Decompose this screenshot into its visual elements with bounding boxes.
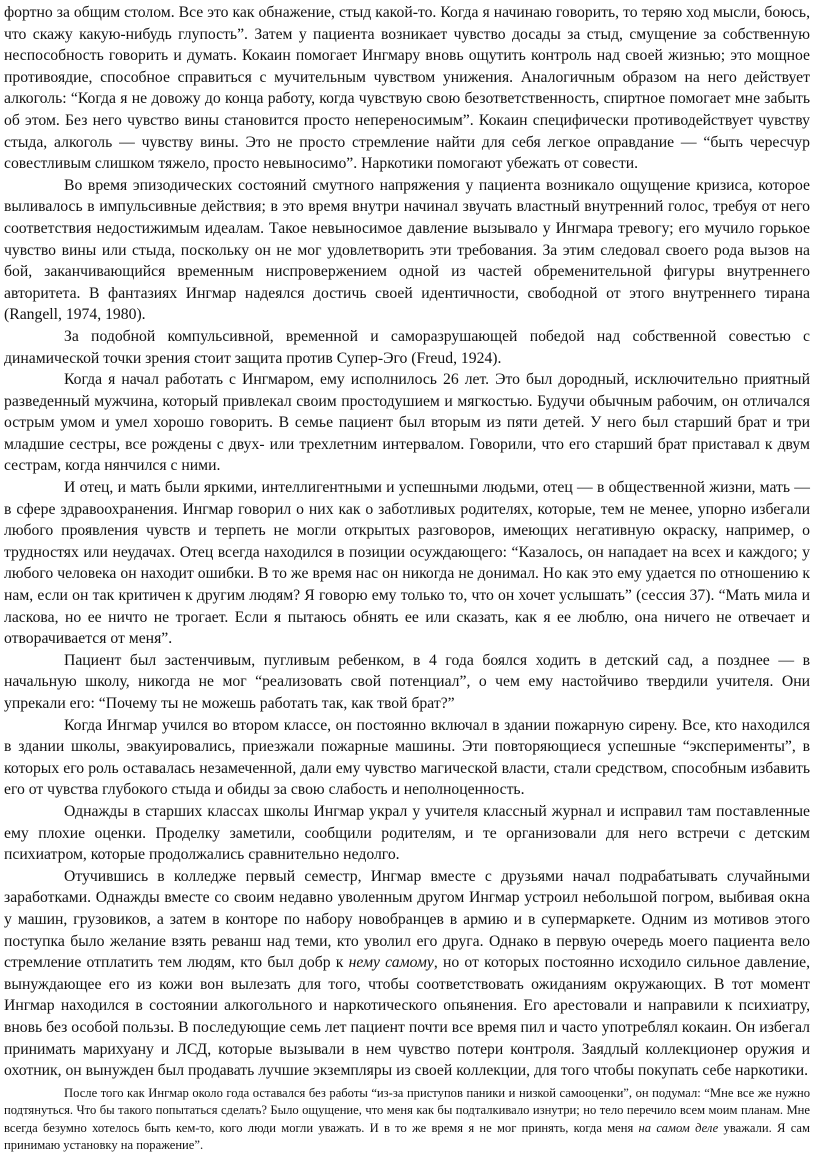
paragraph: [4, 369, 810, 477]
text-segment: Во время эпизодических состояний смутного напряжения у пациента возникало ощущение кризиса, которое выливалось в импульсивные действия; в это время внутри начинал звучать властный внутренний голос, требуя от него соответствия недостижимым идеалам. Такое невыносимое давление вызывало у Ингмара тревогу; его мучило горькое чувство вины или стыда, поскольку он не мог удовлетворить эти требования. За этим следовал своего рода вызов на бой, заканчивающийся временным ниспровержением одной из частей обременительной фигуры внутреннего авторитета. В фантазиях Ингмар надеялся достичь своей идентичности, свободной от этого внутреннего тирана (Rangell, 1974, 1980).: [4, 176, 810, 324]
paragraph: [4, 801, 810, 866]
text-segment: Отучившись в колледже первый семестр, Ингмар вместе с друзьями начал подрабатывать случайными заработками. Однажды вместе со своим недавно уволенным другом Ингмар устроил небольшой погром, выбивая окна у машин, грузовиков, а затем в конторе по набору новобранцев в армию и в супермаркете. Одним из мотивов этого поступка было желание взять реванш над теми, кто уволил его друга. Однако в первую очередь моего пациента вело стремление отплатить тем людям, кто был добр к: [4, 867, 810, 972]
text-segment: И отец, и мать были яркими, интеллигентными и успешными людьми, отец — в общественной жизни, мать — в сфере здравоохранения. Ингмар говорил о них как о заботливых родителях, которые, тем не менее, упорно избегали любого проявления чувств и терпеть не могли открытых разговоров, имеющих негативную окраску, например, о трудностях или неудачах. Отец всегда находился в позиции осуждающего: “Казалось, он нападает на всех и каждого; у любого человека он находит ошибки. В то же время нас он никогда не донимал. Но как это ему удается по отношению к нам, если он так критичен к другим людям? Я говорю ему только то, что он хочет услышать” (сессия 37). “Мать мила и ласкова, но ее ничто не трогает. Если я пытаюсь обнять ее или сказать, как я ее люблю, она ничего не отвечает и отворачивается от меня”.: [4, 479, 810, 648]
emphasis-text: нему самому: [348, 954, 434, 972]
paragraph: [4, 715, 810, 801]
text-segment: фортно за общим столом. Все это как обнажение, стыд какой-то. Когда я начинаю говорить, то теряю ход мысли, боюсь, что скажу какую-нибудь глупость”. Затем у пациента возникает чувство досады за стыд, смущение за собственную неспособность говорить и думать. Кокаин помогает Ингмару вновь ощутить контроль над своей жизнью; это мощное противоядие, способное справиться с мучительным чувством унижения. Аналогичным образом на него действует алкоголь: “Когда я не довожу до конца работу, когда чувствую свою безответственность, спиртное помогает мне забыть об этом. Без него чувство вины становится просто непереносимым”. Кокаин специфически противодействует чувству стыда, алкоголь — чувству вины. Это не просто стремление найти для себя легкое оправдание — “быть чересчур совестливым слишком тяжело, просто невыносимо”. Наркотики помогают убежать от совести.: [4, 4, 810, 173]
body-text: [4, 2, 810, 1082]
text-segment: За подобной компульсивной, временной и саморазрушающей победой над собственной совестью с динамической точки зрения стоит защита против Супер-Эго (Freud, 1924).: [4, 327, 810, 367]
text-segment: После того как Ингмар около года оставался без работы “из-за приступов паники и низкой самооценки”, он подумал: “Мне все же нужно подтянуться. Что бы такого попытаться сделать? Было ощущение, что меня как бы подталкивало изнутри; но тело перечило всем моим планам. Мне всегда безумно хотелось быть кем-то, кого люди могли уважать. И в то же время я не мог принять, когда меня: [4, 1085, 810, 1135]
text-segment: уважали. Я сам принимаю установку на поражение”.: [4, 1120, 810, 1152]
footnote: [4, 1085, 810, 1154]
text-segment: Пациент был застенчивым, пугливым ребенком, в 4 года боялся ходить в детский сад, а позднее — в начальную школу, никогда не мог “реализовать свой потенциал”, о чем ему настойчиво твердили учителя. Они упрекали его: “Почему ты не можешь работать так, как твой брат?”: [4, 651, 810, 712]
paragraph: [4, 866, 810, 1082]
text-segment: Когда Ингмар учился во втором классе, он постоянно включал в здании пожарную сирену. Все, кто находился в здании школы, эвакуировались, приезжали пожарные машины. Эти повторяющиеся успешные “эксперименты”, в которых его роль оставалась незамеченной, дали ему чувство магической власти, стали средством, способным избавить его от чувства глубокого стыда и обиды за свою слабость и неполноценность.: [4, 716, 810, 799]
text-segment: Однажды в старших классах школы Ингмар украл у учителя классный журнал и исправил там поставленные ему плохие оценки. Проделку заметили, сообщили родителям, и те организовали для него встречи с детским психиатром, которые продолжались сравнительно недолго.: [4, 802, 810, 864]
paragraph: [4, 175, 810, 326]
text-segment: , но от которых постоянно исходило сильное давление, вынуждающее его из кожи вон вылезать для того, чтобы соответствовать ожиданиям окружающих. В тот момент Ингмар находился в состоянии алкогольного и наркотического опьянения. Его арестовали и направили к психиатру, вновь без особой пользы. В последующие семь лет пациент почти все время пил и часто употреблял кокаин. Он избегал принимать марихуану и ЛСД, которые вызывали в нем чувство потери контроля. Заядлый коллекционер оружия и охотник, он вынужден был продавать лучшие экземпляры из своей коллекции, для того чтобы покупать себе наркотики.: [4, 954, 810, 1080]
text-segment: Когда я начал работать с Ингмаром, ему исполнилось 26 лет. Это был дородный, исключительно приятный разведенный мужчина, который привлекал своим простодушием и мягкостью. Будучи обычным рабочим, он отличался острым умом и умел хорошо говорить. В семье пациент был вторым из пяти детей. У него был старший брат и три младшие сестры, все рождены с двух- или трехлетним интервалом. Говорили, что его старший брат приставал к двум сестрам, когда нянчился с ними.: [4, 371, 810, 475]
paragraph: [4, 326, 810, 369]
emphasis-text: на самом деле: [638, 1120, 719, 1135]
paragraph: [4, 2, 810, 175]
paragraph: [4, 650, 810, 715]
footnote-paragraph: [4, 1085, 810, 1154]
paragraph: [4, 477, 810, 650]
